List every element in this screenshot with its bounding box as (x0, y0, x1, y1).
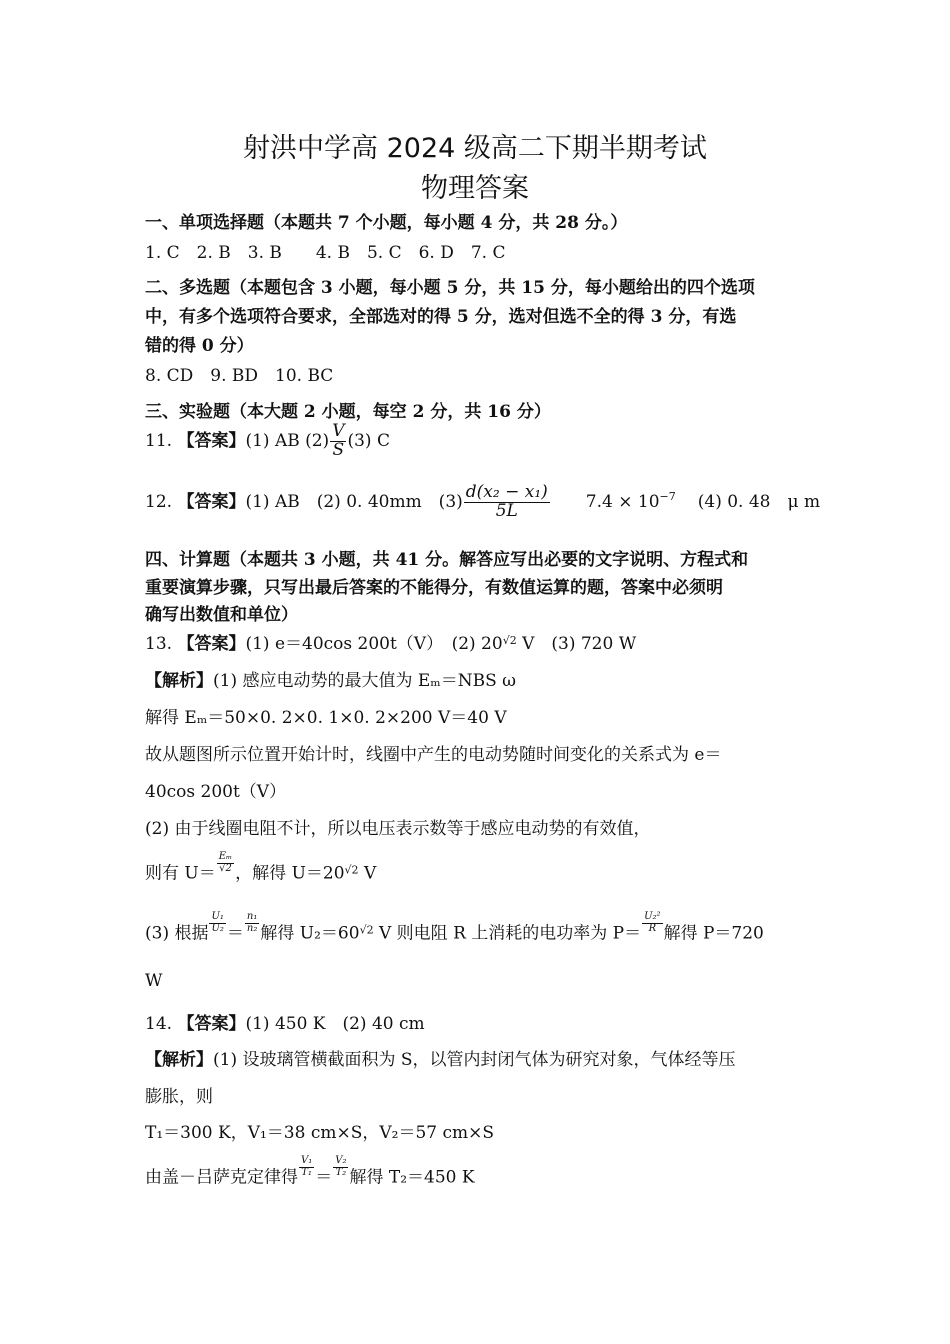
q14-line4-fraction2 (333, 1156, 348, 1178)
q13-analysis-line7 (145, 912, 805, 944)
q13-line6-fraction-num: Eₘ (218, 851, 233, 862)
q13-answer (145, 629, 805, 654)
q12-part4: (4) 0. 48 μ m (697, 491, 821, 512)
q14-line4-fraction1-den: T₁ (301, 1166, 312, 1178)
q14-analysis-text: (1) 设玻璃管横截面积为 S，以管内封闭气体为研究对象，气体经等压 (213, 1050, 736, 1070)
q12-fraction (464, 484, 550, 521)
q14-line4-fraction1 (299, 1156, 314, 1178)
q14-line4-fraction1-num: V₁ (301, 1155, 313, 1166)
q13-analysis-line6 (145, 852, 805, 884)
q14-line4-part-b: 解得 T₂＝450 K (349, 1167, 475, 1188)
q13-line7-fraction1-den: U₂ (211, 922, 224, 934)
q12-answer (145, 482, 821, 521)
section2-header-line3: 错的得 0 分） (145, 336, 254, 356)
section1-answers: 1. C 2. B 3. B 4. B 5. C 6. D 7. C (145, 243, 506, 263)
q12-fraction-num: d(x₂ − x₁) (465, 482, 548, 502)
document-subtitle: 物理答案 (421, 173, 529, 204)
q13-line7-fraction2-num: n₁ (246, 911, 258, 922)
q11-fraction-num: V (332, 421, 345, 441)
q11-fraction (330, 423, 346, 460)
q14-line4-fraction2-den: T₂ (335, 1166, 347, 1178)
section4-header-line2: 重要演算步骤，只写出最后答案的不能得分，有数值运算的题，答案中必须明 (145, 578, 723, 598)
q12-fraction-den: 5L (495, 500, 518, 521)
q13-line6-part-b: ，解得 U＝20 (235, 863, 345, 884)
document-title: 射洪中学高 2024 级高二下期半期考试 (243, 133, 707, 164)
q13-line7-sqrt: √2 (359, 923, 374, 937)
q12-answer-tag: 【答案】 (177, 491, 246, 512)
q13-analysis-line3: 故从题图所示位置开始计时，线圈中产生的电动势随时间变化的关系式为 e＝ (145, 745, 722, 765)
q14-answer-text: (1) 450 K (2) 40 cm (245, 1014, 425, 1034)
q13-line6-fraction (217, 852, 234, 874)
q14-answer-tag: 【答案】 (177, 1014, 246, 1034)
q13-line6-sqrt: √2 (344, 863, 359, 877)
q11-answer-tag: 【答案】 (177, 430, 246, 451)
section2-header-line1: 二、多选题（本题包含 3 小题，每小题 5 分，共 15 分，每小题给出的四个选项 (145, 278, 755, 298)
q13-line6-fraction-den: √2 (219, 862, 232, 874)
section1-header: 一、单项选择题（本题共 7 个小题，每小题 4 分，共 28 分。） (145, 213, 628, 233)
q13-sqrt: √2 (502, 634, 517, 647)
q14-line4-part-a: 由盖－吕萨克定律得 (145, 1167, 298, 1188)
q14-line4-equals: ＝ (315, 1167, 333, 1188)
q13-analysis-text: (1) 感应电动势的最大值为 Eₘ＝NBS ω (213, 671, 517, 691)
q11-answer (145, 423, 805, 460)
q13-line7-part-c: V 则电阻 R 上消耗的电功率为 P＝ (373, 923, 642, 944)
q11-number: 11. (145, 430, 178, 451)
q13-line7-fraction3-den: R (648, 922, 657, 934)
q14-analysis-line2: 膨胀，则 (145, 1087, 213, 1107)
section2-answers: 8. CD 9. BD 10. BC (145, 366, 334, 386)
q13-analysis-line5: (2) 由于线圈电阻不计，所以电压表示数等于感应电动势的有效值， (145, 819, 651, 839)
q13-analysis-tag: 【解析】 (145, 671, 213, 691)
q12-exponent: −7 (659, 490, 676, 504)
q13-line7-part-d: 解得 P＝720 (663, 923, 764, 944)
section2-header-line2: 中，有多个选项符合要求，全部选对的得 5 分，选对但选不全的得 3 分，有选 (145, 307, 737, 327)
q13-line7-fraction3-num: U₂² (644, 911, 661, 922)
q11-part3: (3) C (347, 430, 390, 451)
q13-answer-tag: 【答案】 (177, 634, 246, 654)
q13-number: 13. (145, 634, 178, 654)
q13-analysis-line4: 40cos 200t（V） (145, 782, 287, 802)
q13-line7-part-a: (3) 根据 (145, 923, 209, 944)
q14-analysis-line1 (145, 1045, 805, 1070)
q13-line7-part-b: 解得 U₂＝60 (260, 923, 360, 944)
q13-analysis-line2: 解得 Eₘ＝50×0. 2×0. 1×0. 2×200 V＝40 V (145, 708, 507, 728)
q13-analysis-line1 (145, 666, 805, 691)
q12-number: 12. (145, 491, 178, 512)
q13-line7-fraction1-num: U₁ (211, 911, 224, 922)
q13-answer-part-b: V (3) 720 W (516, 634, 637, 654)
section3-header: 三、实验题（本大题 2 小题，每空 2 分，共 16 分） (145, 402, 551, 422)
q11-part1: (1) AB (2) (245, 430, 330, 451)
q13-line7-fraction1 (209, 912, 225, 934)
q13-line7-fraction2-den: n₂ (246, 922, 258, 934)
q13-line7-equals: ＝ (226, 923, 244, 944)
q13-line6-part-c: V (358, 863, 377, 884)
q12-part1: (1) AB (2) 0. 40mm (3) (245, 491, 463, 512)
q13-line7-fraction2 (245, 912, 259, 934)
q14-number: 14. (145, 1014, 178, 1034)
q11-fraction-den: S (332, 439, 345, 460)
q14-answer (145, 1009, 805, 1034)
section4-header-line1: 四、计算题（本题共 3 小题，共 41 分。解答应写出必要的文字说明、方程式和 (145, 550, 749, 570)
q12-exponent-value: 7.4 × 10 (585, 491, 660, 512)
section4-header-line3: 确写出数值和单位） (145, 605, 298, 625)
q13-line6-part-a: 则有 U＝ (145, 863, 216, 884)
q14-analysis-tag: 【解析】 (145, 1050, 213, 1070)
q13-line7-fraction3 (642, 912, 662, 934)
q14-line4-fraction2-num: V₂ (335, 1155, 347, 1166)
q13-answer-part-a: (1) e＝40cos 200t（V） (2) 20 (245, 634, 503, 654)
q14-analysis-line4 (145, 1156, 805, 1188)
q13-analysis-line8: W (145, 971, 163, 991)
q14-analysis-line3: T₁＝300 K，V₁＝38 cm×S，V₂＝57 cm×S (145, 1123, 495, 1143)
